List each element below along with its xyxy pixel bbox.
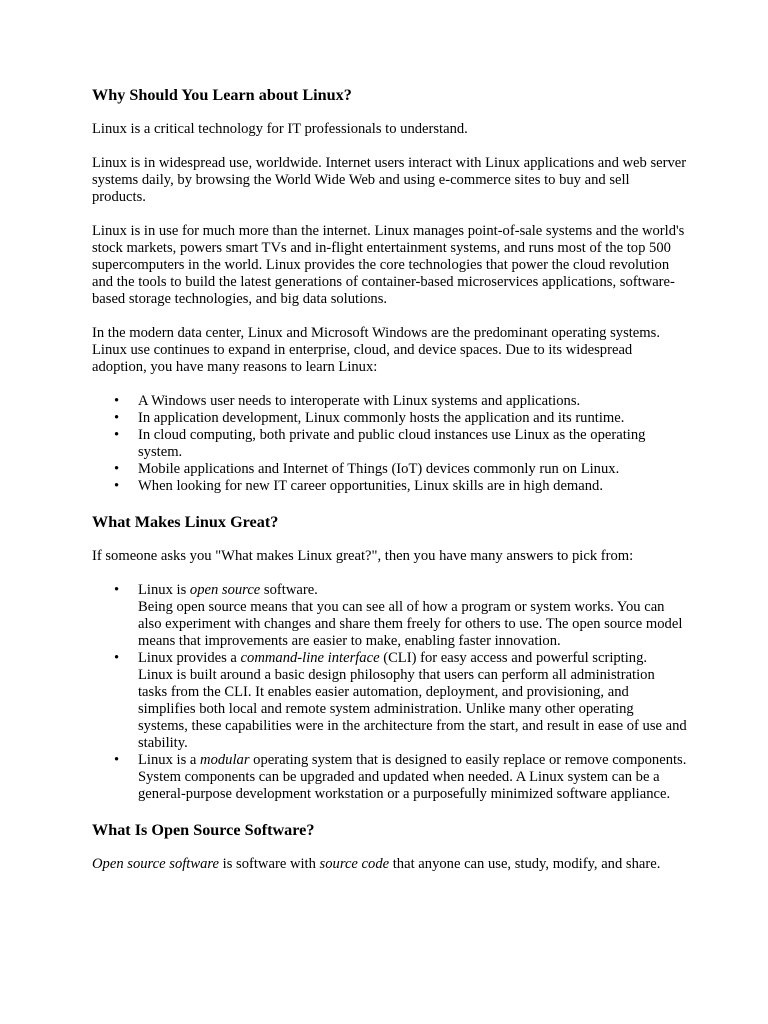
item-detail: System components can be upgraded and updated when needed. A Linux system can be a general-purpose development workstation or a purposefully minimized software appliance.: [138, 769, 671, 802]
term-open-source-software: Open source software: [92, 856, 220, 872]
heading-why-learn-linux: Why Should You Learn about Linux?: [92, 86, 352, 104]
list-item: • In application development, Linux commonly hosts the application and its runtime.: [138, 410, 687, 427]
paragraph-beyond-internet: Linux is in use for much more than the internet. Linux manages point-of-sale systems and the world's stock markets, powers smart TVs and in-flight entertainment systems, and runs most of the top 500 supercomputers in the world. Linux provides the core technologies that power the cloud revolution and the tools to build the latest generations of container-based microservices applications, software-based storage technologies, and big data solutions.: [92, 223, 685, 307]
paragraph-intro: Linux is a critical technology for IT professionals to understand.: [92, 121, 468, 137]
definition-text: is software with: [219, 856, 320, 872]
item-text: operating system that is designed to easily replace or remove components.: [249, 752, 687, 768]
document-page: [92, 85, 687, 873]
item-text: software.: [260, 582, 318, 598]
item-emphasis: open source: [189, 582, 261, 598]
list-item: [138, 650, 687, 752]
item-text: Linux is a: [138, 752, 201, 768]
paragraph-widespread-use: Linux is in widespread use, worldwide. Internet users interact with Linux applications and web server systems daily, by browsing the World Wide Web and using e-commerce sites to buy and sell products.: [92, 155, 687, 205]
heading-what-makes-linux-great: What Makes Linux Great?: [92, 513, 279, 531]
item-detail: Being open source means that you can see all of how a program or system works. You can also experiment with changes and share them freely for others to use. The open source model means that improvements are easier to make, enabling faster innovation.: [138, 599, 683, 649]
item-text: Linux provides a: [138, 650, 241, 666]
item-text: (CLI) for easy access and powerful scripting.: [379, 650, 648, 666]
item-detail: Linux is built around a basic design philosophy that users can perform all administration tasks from the CLI. It enables easier automation, deployment, and provisioning, and simplifies both local and remote system administration. Unlike many other operating systems, these capabilities were in the architecture from the start, and result in ease of use and stability.: [138, 667, 687, 751]
definition-text: that anyone can use, study, modify, and share.: [389, 856, 661, 872]
reasons-list: [92, 393, 687, 495]
list-item: [138, 582, 687, 650]
list-item: • When looking for new IT career opportunities, Linux skills are in high demand.: [138, 478, 687, 495]
list-item: • Mobile applications and Internet of Things (IoT) devices commonly run on Linux.: [138, 461, 687, 478]
list-item: • A Windows user needs to interoperate with Linux systems and applications.: [138, 393, 687, 410]
paragraph-open-source-definition: [92, 856, 687, 873]
paragraph-data-center: In the modern data center, Linux and Microsoft Windows are the predominant operating systems. Linux use continues to expand in enterprise, cloud, and device spaces. Due to its widespread adoption, you have many reasons to learn Linux:: [92, 325, 660, 375]
term-source-code: source code: [319, 856, 390, 872]
item-emphasis: command-line interface: [240, 650, 380, 666]
list-item: [138, 752, 687, 803]
paragraph-great-intro: If someone asks you "What makes Linux great?", then you have many answers to pick from:: [92, 548, 634, 564]
item-emphasis: modular: [200, 752, 250, 768]
list-item: • In cloud computing, both private and public cloud instances use Linux as the operating system.: [138, 427, 687, 461]
heading-what-is-open-source: What Is Open Source Software?: [92, 821, 315, 839]
item-text: Linux is: [138, 582, 190, 598]
great-reasons-list: [92, 582, 687, 803]
